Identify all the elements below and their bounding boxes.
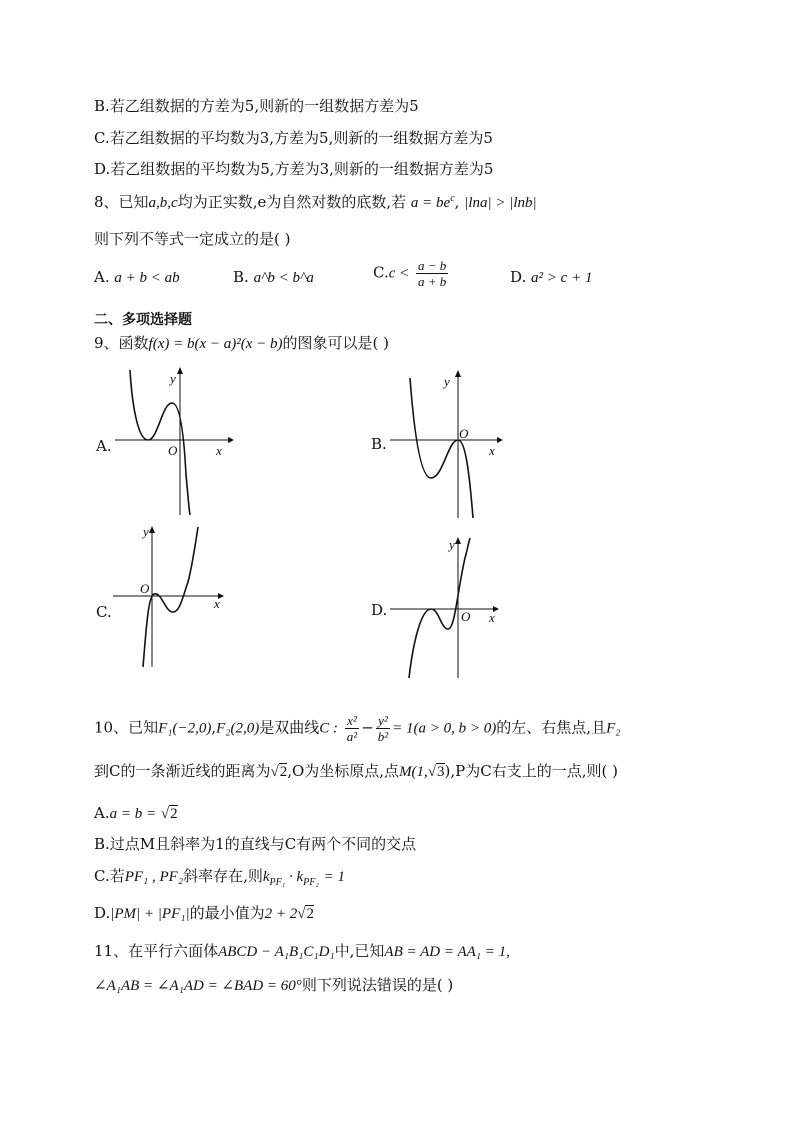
q8-vars: a,b,c: [148, 195, 178, 211]
q9-graph-b: [385, 368, 510, 523]
q10-focus-f2: F₂(2,0): [216, 720, 260, 737]
q9-graph-d-label: D.: [371, 601, 388, 619]
q9-graph-c-label: C.: [96, 603, 112, 621]
q9-formula: f(x) = b(x − a)²(x − b): [148, 336, 283, 352]
q10-option-a: A.a = b = √2: [94, 804, 178, 822]
q8-mid: 均为正实数,e为自然对数的底数,若: [177, 193, 407, 211]
q9-graph-c: [110, 522, 235, 672]
q9-stem: 9、函数f(x) = b(x − a)²(x − b)的图象可以是( ): [94, 334, 390, 352]
q9-graph-a: [110, 365, 235, 520]
q9-graph-d: [385, 533, 510, 683]
q10-frac-x: $\frac{\text{x²}}{\text{a²}}$: [346, 713, 358, 744]
q9-graph-b-label: B.: [371, 435, 387, 453]
q9-graph-a-origin: O: [168, 443, 178, 458]
q8-option-b: B. a^b < b^a: [233, 268, 314, 286]
q8-option-a: A. a + b < ab: [94, 268, 180, 286]
q10-frac-y: $\frac{\text{y²}}{\text{b²}}$: [377, 713, 389, 744]
q11-stem-line2: ∠A₁AB = ∠A₁AD = ∠BAD = 60°则下列说法错误的是( ): [94, 976, 454, 994]
q8-option-c-fraction: $\frac{a - b}{a + b}$: [418, 258, 447, 289]
q7-option-c: C.若乙组数据的平均数为3,方差为5,则新的一组数据方差为5: [94, 129, 493, 147]
q11-stem: 11、在平行六面体ABCD − A₁B₁C₁D₁中,已知AB = AD = AA₁ = 1,: [94, 942, 510, 960]
q9-graph-a-y-label: y: [170, 371, 176, 386]
q11-solid: ABCD − A₁B₁C₁D₁: [218, 944, 335, 960]
q9-graph-d-x-label: x: [489, 610, 495, 625]
q7-option-b: B.若乙组数据的方差为5,则新的一组数据方差为5: [94, 97, 419, 115]
q8-cond2: |lna| > |lnb|: [464, 195, 537, 211]
q8-prefix: 8、已知: [94, 193, 149, 211]
q9-graph-d-y-label: y: [449, 537, 455, 552]
q10-option-c: C.若PF₁ , PF₂斜率存在,则$k_{PF_1} \cdot k_{PF_2} = 1$: [94, 867, 345, 888]
q9-graph-c-origin: O: [140, 581, 150, 596]
q9-graph-b-x-label: x: [489, 443, 495, 458]
q8-cond1: $a = be^c$: [410, 193, 455, 211]
q9-graph-a-label: A.: [96, 437, 112, 455]
q10-option-b: B.过点M且斜率为1的直线与C有两个不同的交点: [94, 835, 417, 853]
q8-option-c: C.c < $\frac{a - b}{a + b}$: [373, 258, 447, 289]
q9-graph-b-origin: O: [459, 426, 469, 441]
q8-stem-line2: 则下列不等式一定成立的是( ): [94, 230, 291, 248]
q9-graph-c-x-label: x: [214, 596, 220, 611]
q8-option-d: D. a² > c + 1: [510, 268, 593, 286]
q9-graph-a-x-label: x: [216, 443, 222, 458]
q9-graph-d-origin: O: [461, 609, 471, 624]
q7-option-d: D.若乙组数据的平均数为5,方差为3,则新的一组数据方差为5: [94, 160, 494, 178]
q10-stem-line2: 到C的一条渐近线的距离为√2,O为坐标原点,点M(1,√3),P为C右支上的一点,则( ): [94, 762, 618, 780]
q10-option-d: D.|PM| + |PF₁|的最小值为2 + 2√2: [94, 904, 314, 922]
q9-graph-b-y-label: y: [444, 374, 450, 389]
section-heading-multiple-choice: 二、多项选择题: [94, 312, 192, 328]
q9-graph-c-y-label: y: [143, 524, 149, 539]
q10-stem: 10、已知F₁(−2,0),F₂(2,0)是双曲线C : $\frac{\text{x²}}{\text{a²}}$ − $\frac{\text{y²}}{\text{b²}}$ = 1(a > 0, b > 0)的左、右焦点,且F₂: [94, 713, 621, 744]
q8-stem: 8、已知a,b,c均为正实数,e为自然对数的底数,若 $a = be^c$, |lna| > |lnb|: [94, 193, 537, 211]
q10-focus-f1: F₁(−2,0): [158, 720, 212, 737]
